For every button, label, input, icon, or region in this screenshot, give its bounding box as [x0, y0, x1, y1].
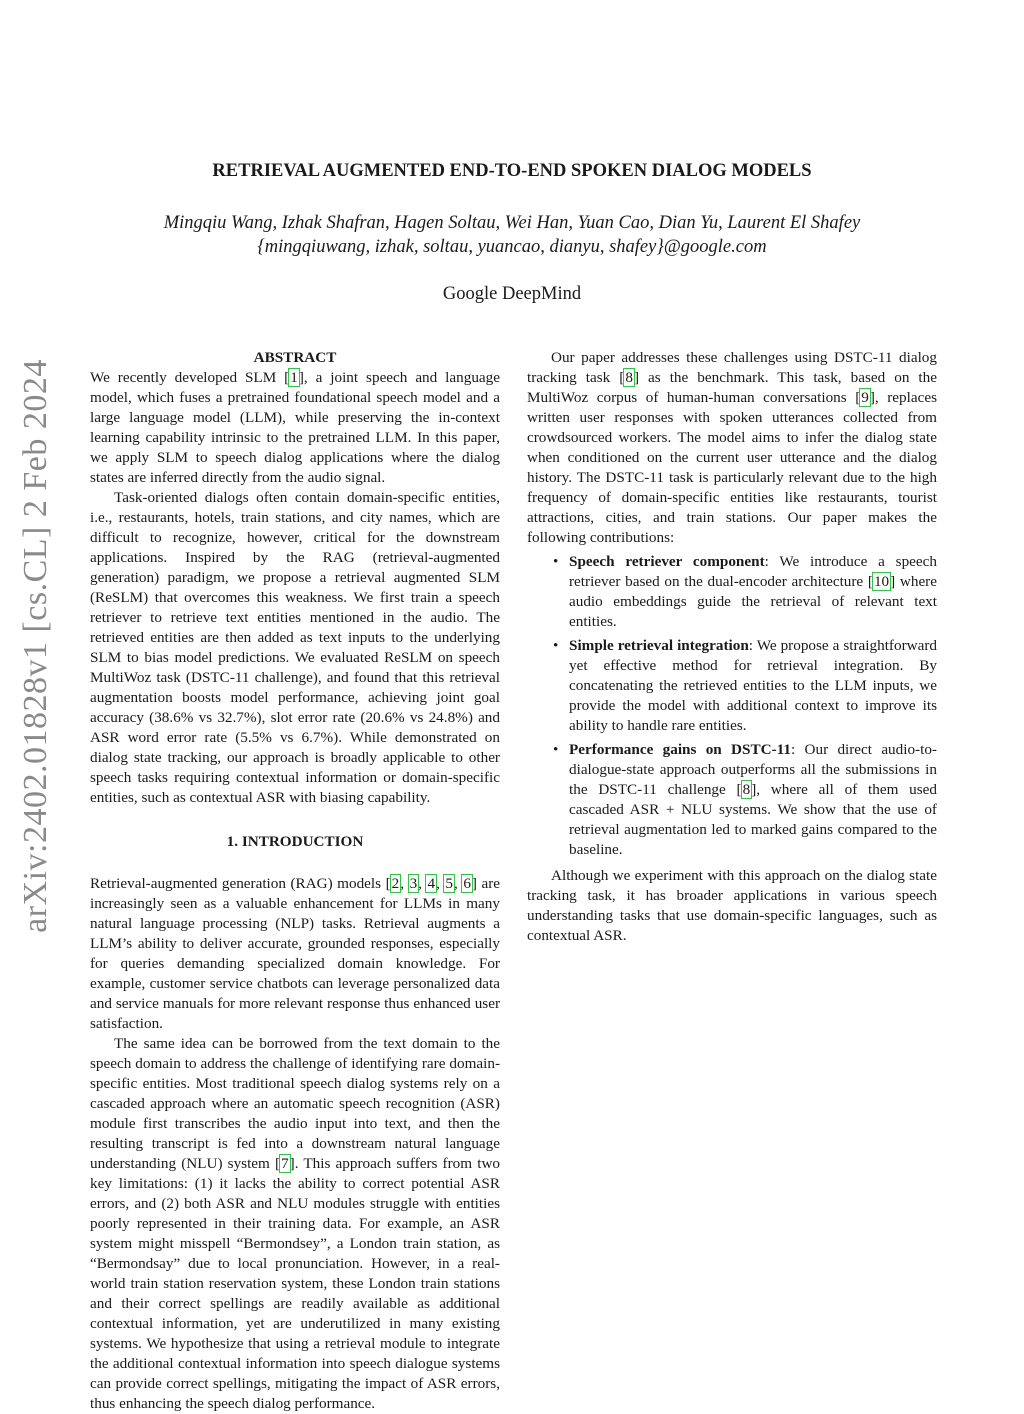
arxiv-identifier: arXiv:2402.01828v1 [cs.CL] 2 Feb 2024 [17, 359, 54, 933]
intro-paragraph-1: Retrieval-augmented generation (RAG) models [2, 3, 4, 5, 6] are increasingly seen as a valuable enhancement for LLMs in many natural language processing (NLP) tasks. Retrieval augments a LLM’s ability to deliver accurate, grounded responses, especially for queries demanding specialized domain knowledge. For example, customer service chatbots can leverage personalized data and service manuals for more relevant response thus enhanced user satisfaction. [90, 875, 501, 1032]
paper-title: RETRIEVAL AUGMENTED END-TO-END SPOKEN DIALOG MODELS [212, 161, 812, 181]
affiliation: Google DeepMind [442, 284, 582, 304]
citation-link[interactable]: 5 [445, 875, 453, 892]
list-item: • Simple retrieval integration: We propose a straightforward yet effective method for retrieval integration. By concatenating the retrieved entities to the LLM inputs, we provide the model with additional context to improve its ability to handle rare entities. [569, 636, 937, 736]
list-item: • Speech retriever component: We introduce a speech retriever based on the dual-encoder architecture [10] where audio embeddings guide the retrieval of relevant text entities. [569, 552, 937, 632]
intro-paragraph-3: Our paper addresses these challenges using DSTC-11 dialog tracking task [8] as the benchmark. This task, based on the MultiWoz corpus of human-human conversations [9], replaces written user responses with spoken utterances collected from crowdsourced workers. The model aims to infer the dialog state when conditioned on the current user utterance and the dialog history. The DSTC-11 task is particularly relevant due to the high frequency of domain-specific entities like restaurants, tourist attractions, cities, and train stations. Our paper makes the following contributions: [527, 349, 937, 546]
citation-link[interactable]: 4 [427, 875, 436, 892]
left-column [90, 348, 500, 1414]
contributions-list [527, 552, 937, 860]
citation-link[interactable]: 6 [463, 875, 471, 892]
citation-link[interactable]: 9 [861, 389, 869, 406]
introduction-heading: 1. INTRODUCTION [226, 833, 364, 850]
abstract-paragraph-2: Task-oriented dialogs often contain domain-specific entities, i.e., restaurants, hotels, train stations, and city names, which are difficult to recognize, however, critical for the downstream applications. Inspired by the RAG (retrieval-augmented generation) paradigm, we propose a retrieval augmented SLM (ReSLM) that overcomes this weakness. We first train a speech retriever to retrieve text entities mentioned in the audio. The retrieved entities are then added as text inputs to the underlying SLM to bias model predictions. We evaluated ReSLM on speech MultiWoz task (DSTC-11 challenge), and found that this retrieval augmentation boosts model performance, achieving joint goal accuracy (38.6% vs 32.7%), slot error rate (20.6% vs 24.8%) and ASR word error rate (5.5% vs 6.7%). While demonstrated on dialog state tracking, our approach is broadly applicable to other speech tasks requiring contextual information or domain-specific entities, such as contextual ASR with biasing capability. [90, 489, 500, 806]
author-emails: {mingqiuwang, izhak, soltau, yuancao, dianyu, shafey}@google.com [257, 237, 767, 257]
citation-link[interactable]: 3 [409, 875, 418, 892]
intro-paragraph-4: Although we experiment with this approach on the dialog state tracking task, it has broader applications in various speech understanding tasks that use domain-specific languages, such as contextual ASR. [527, 867, 937, 944]
abstract-paragraph-1: We recently developed SLM [1], a joint speech and language model, which fuses a pretrained foundational speech model and a large language model (LLM), while preserving the in-context learning capability intrinsic to the pretrained LLM. In this paper, we apply SLM to speech dialog applications where the dialog states are inferred directly from the audio signal. [90, 369, 500, 486]
abstract-heading: ABSTRACT [253, 349, 337, 366]
citation-link[interactable]: 7 [281, 1155, 289, 1172]
author-list: Mingqiu Wang, Izhak Shafran, Hagen Soltau, Wei Han, Yuan Cao, Dian Yu, Laurent El Shafey [163, 213, 861, 233]
citation-link[interactable]: 1 [290, 369, 298, 386]
right-column [527, 348, 937, 946]
citation-link[interactable]: 8 [742, 781, 751, 798]
intro-paragraph-2: The same idea can be borrowed from the text domain to the speech domain to address the challenge of identifying rare domain-specific entities. Most traditional speech dialog systems rely on a cascaded approach where an automatic speech recognition (ASR) module first transcribes the audio input into text, and then the resulting transcript is fed into a downstream natural language understanding (NLU) system [7]. This approach suffers from two key limitations: (1) it lacks the ability to correct potential ASR errors, and (2) both ASR and NLU modules struggle with entities poorly represented in their training data. For example, an ASR system might misspell “Bermondsey”, a London train station, as “Bermondsay” due to local pronunciation. However, in a real-world train station reservation system, these London train stations and their correct spellings are readily available as additional contextual information, yet are underutilized in many existing systems. We hypothesize that using a retrieval module to integrate the additional contextual information into speech dialogue systems can provide correct spellings, mitigating the impact of ASR errors, thus enhancing the speech dialog performance. [90, 1035, 501, 1412]
citation-link[interactable]: 10 [873, 573, 890, 590]
citation-link[interactable]: 2 [391, 875, 400, 892]
list-item: • Performance gains on DSTC-11: Our direct audio-to-dialogue-state approach outperforms all the submissions in the DSTC-11 challenge [8], where all of them used cascaded ASR + NLU systems. We show that the use of retrieval augmentation led to marked gains compared to the baseline. [569, 740, 937, 860]
citation-link[interactable]: 8 [625, 369, 633, 386]
